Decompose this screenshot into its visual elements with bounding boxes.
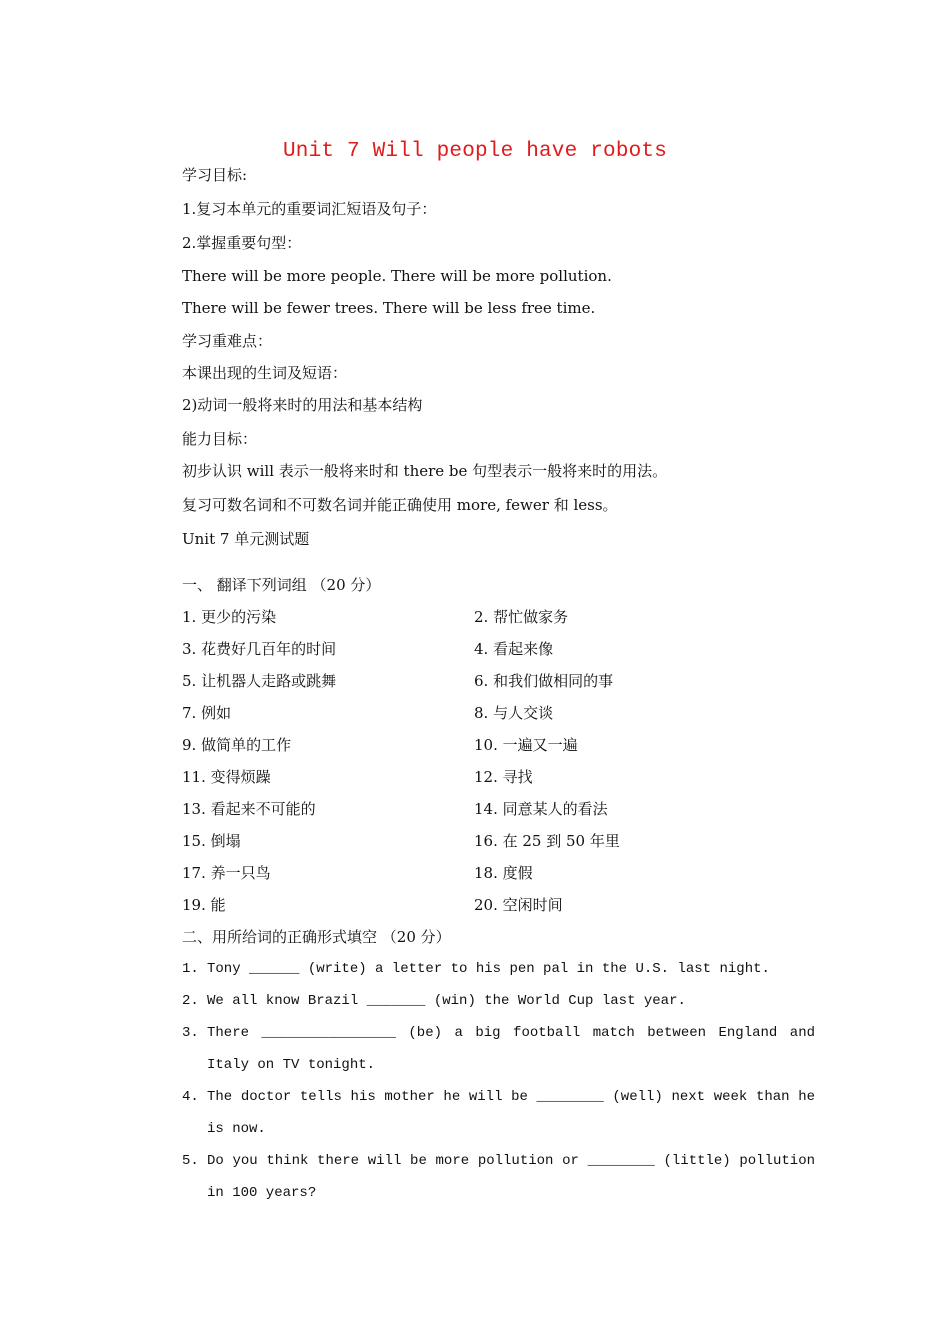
phrase-item: 19. 能 [182, 896, 226, 914]
sentence-pattern-1: There will be more people. There will be more pollution. [182, 267, 612, 285]
phrase-item: 5. 让机器人走路或跳舞 [182, 672, 337, 690]
key-points-heading: 学习重难点： [182, 332, 273, 350]
phrase-item: 7. 例如 [182, 704, 232, 722]
exercise-number: 5. [182, 1153, 199, 1169]
phrase-item: 15. 倒塌 [182, 832, 241, 850]
phrase-item: 10. 一遍又一遍 [474, 736, 578, 754]
key-point-item-1: 本课出现的生词及短语： [182, 364, 348, 382]
phrase-item: 16. 在 25 到 50 年里 [474, 832, 620, 850]
exercise-text: There ________________ (be) a big football match between England and [207, 1025, 815, 1041]
exercise-item [182, 985, 815, 1017]
exercise-text: Tony ______ (write) a letter to his pen pal in the U.S. last night. [207, 961, 770, 977]
key-point-item-2: 2)动词一般将来时的用法和基本结构 [182, 396, 423, 414]
objectives-heading: 学习目标: [182, 166, 248, 184]
ability-heading: 能力目标： [182, 430, 258, 448]
phrase-item: 6. 和我们做相同的事 [474, 672, 614, 690]
phrase-item: 4. 看起来像 [474, 640, 554, 658]
exercise-item [182, 1145, 815, 1209]
phrase-item: 20. 空闲时间 [474, 896, 563, 914]
exercise-text-continued: in 100 years? [207, 1185, 317, 1201]
exercise-text-continued: Italy on TV tonight. [207, 1057, 376, 1073]
exercise-text: The doctor tells his mother he will be ________ (well) next week than he [207, 1089, 815, 1105]
exercise-number: 2. [182, 993, 199, 1009]
exercise-text-continued: is now. [207, 1121, 266, 1137]
phrase-item: 18. 度假 [474, 864, 533, 882]
ability-item-2: 复习可数名词和不可数名词并能正确使用 more, fewer 和 less。 [182, 496, 618, 514]
exercise-text: We all know Brazil _______ (win) the World Cup last year. [207, 993, 686, 1009]
objective-item-2: 2.掌握重要句型： [182, 234, 302, 252]
exercise-number: 3. [182, 1025, 199, 1041]
phrase-item: 9. 做简单的工作 [182, 736, 292, 754]
section2-heading: 二、用所给词的正确形式填空 （20 分） [182, 928, 451, 946]
exercise-item [182, 953, 815, 985]
phrase-item: 1. 更少的污染 [182, 608, 277, 626]
exercise-text: Do you think there will be more pollution or ________ (little) pollution [207, 1153, 815, 1169]
section1-heading: 一、 翻译下列词组 （20 分） [182, 576, 381, 594]
ability-item-1: 初步认识 will 表示一般将来时和 there be 句型表示一般将来时的用法。 [182, 462, 668, 480]
exercise-item [182, 1081, 815, 1145]
sentence-pattern-2: There will be fewer trees. There will be less free time. [182, 299, 596, 317]
test-title: Unit 7 单元测试题 [182, 530, 310, 548]
exercise-number: 1. [182, 961, 199, 977]
exercise-item [182, 1017, 815, 1081]
phrase-item: 12. 寻找 [474, 768, 533, 786]
page-title: Unit 7 Will people have robots [282, 140, 668, 163]
objective-item-1: 1.复习本单元的重要词汇短语及句子： [182, 200, 437, 218]
exercise-number: 4. [182, 1089, 199, 1105]
phrase-item: 11. 变得烦躁 [182, 768, 271, 786]
phrase-item: 14. 同意某人的看法 [474, 800, 608, 818]
phrase-item: 8. 与人交谈 [474, 704, 554, 722]
phrase-item: 13. 看起来不可能的 [182, 800, 316, 818]
phrase-item: 2. 帮忙做家务 [474, 608, 569, 626]
phrase-item: 17. 养一只鸟 [182, 864, 271, 882]
phrase-item: 3. 花费好几百年的时间 [182, 640, 337, 658]
